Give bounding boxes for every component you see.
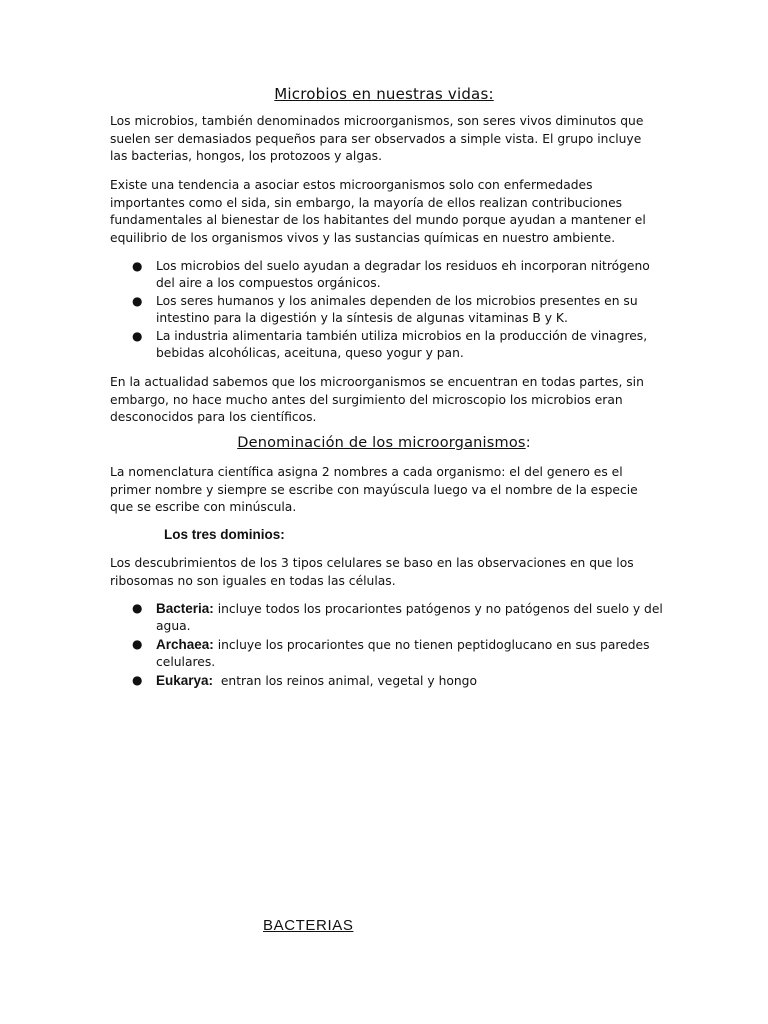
page-title: Microbios en nuestras vidas: (274, 85, 494, 103)
list-item-text: La industria alimentaria también utiliza microbios en la producción de vinagres, bebidas alcohólicas, aceituna, queso yogur y pan. (156, 328, 648, 361)
domain-term: Bacteria: (156, 601, 214, 616)
intro-paragraph-1: Los microbios, también denominados microorganismos, son seres vivos diminutos que suelen ser demasiados pequeños para ser observados a simple vista. El grupo incluye las bacterias, hongos, los protozoos y algas. (110, 114, 644, 164)
domain-term: Eukarya: (156, 672, 214, 688)
bullet-icon: ● (132, 328, 143, 343)
domain-description: entran los reinos animal, vegetal y hongo (213, 673, 478, 688)
domain-term: Archaea: (156, 636, 214, 652)
domain-description: incluye todos los procariontes patógenos y no patógenos del suelo y del agua. (156, 602, 663, 634)
section-title-dominios: Los tres dominios: (164, 527, 285, 542)
dominios-paragraph: Los descubrimientos de los 3 tipos celulares se baso en las observaciones en que los ribosomas no son iguales en todas las células. (110, 556, 634, 588)
list-item (110, 258, 665, 293)
list-item (110, 293, 665, 328)
section-title-text: Denominación de los microorganismos (237, 435, 526, 451)
benefits-list (110, 258, 665, 362)
bullet-icon: ● (132, 259, 143, 273)
list-item-text: Los microbios del suelo ayudan a degradar los residuos eh incorporan nitrógeno del aire a los compuestos orgánicos. (156, 259, 650, 291)
section-title-colon: : (525, 435, 531, 451)
denominacion-paragraph: La nomenclatura científica asigna 2 nombres a cada organismo: el del genero es el primer nombre y siempre se escribe con mayúscula luego va el nombre de la especie que se escribe con minúscula. (110, 465, 638, 515)
list-item (110, 600, 665, 636)
domains-list (110, 600, 665, 690)
list-item (110, 672, 665, 690)
section-title-bacterias: BACTERIAS (263, 917, 354, 934)
bullet-icon: ● (132, 601, 143, 615)
section-title-denominacion (0, 435, 768, 451)
domain-description: incluye los procariontes que no tienen peptidoglucano en sus paredes celulares. (156, 637, 650, 670)
bullet-icon: ● (132, 672, 143, 687)
bullet-icon: ● (132, 293, 143, 308)
list-item-text: Los seres humanos y los animales dependen de los microbios presentes en su intestino para la digestión y la síntesis de algunas vitaminas B y K. (156, 293, 638, 326)
intro-paragraph-3: En la actualidad sabemos que los microorganismos se encuentran en todas partes, sin embargo, no hace mucho antes del surgimiento del microscopio los microbios eran desconocidos para los científicos. (110, 375, 644, 425)
bullet-icon: ● (132, 636, 143, 651)
intro-paragraph-2: Existe una tendencia a asociar estos microorganismos solo con enfermedades importantes como el sida, sin embargo, la mayoría de ellos realizan contribuciones fundamentales al bienestar de los habitantes del mundo porque ayudan a mantener el equilibrio de los organismos vivos y las sustancias químicas en nuestro ambiente. (110, 178, 646, 245)
list-item (110, 636, 665, 672)
list-item (110, 328, 665, 363)
